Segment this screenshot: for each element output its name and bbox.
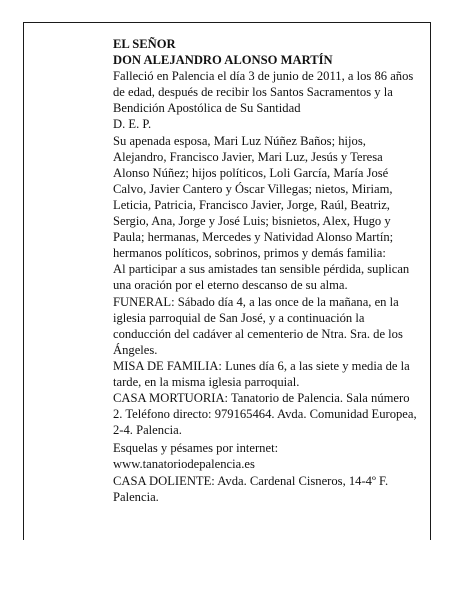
family-list: Su apenada esposa, Mari Luz Núñez Baños; hijos, Alejandro, Francisco Javier, Mari Luz, Jesús y Teresa Alonso Núñez; hijos políticos, Loli García, María José Calvo, Javier Cantero y Óscar Villegas; nietos, Miriam, Leticia, Patricia, Francisco Javier, Jorge, Raúl, Beatriz, Sergio, Ana, Jorge y José Luis; bisnietos, Alex, Hugo y Paula; hermanas, Mercedes y Natividad Alonso Martín; hermanos políticos, sobrinos, primos y demás familia:	[113, 133, 394, 261]
internet-url: www.tanatoriodepalencia.es	[113, 457, 255, 472]
grieving-house-info: CASA DOLIENTE: Avda. Cardenal Cisneros, 14-4º F. Palencia.	[113, 473, 389, 504]
prayer-request: Al participar a sus amistades tan sensible pérdida, suplican una oración por el eterno descanso de su alma.	[113, 262, 410, 293]
family-mass-info: MISA DE FAMILIA: Lunes día 6, a las siete y media de la tarde, en la misma iglesia parroquial.	[113, 358, 410, 389]
death-statement: Falleció en Palencia el día 3 de junio de 2011, a los 86 años de edad, después de recibir los Santos Sacramentos y la Bendición Apostólica de Su Santidad	[113, 69, 414, 116]
rip-line: D. E. P.	[113, 117, 152, 132]
funeral-info: FUNERAL: Sábado día 4, a las once de la mañana, en la iglesia parroquial de San José, y a continuación la conducción del cadáver al cementerio de Ntra. Sra. de los Ángeles.	[113, 294, 403, 357]
deceased-name: DON ALEJANDRO ALONSO MARTÍN	[113, 53, 333, 68]
internet-label: Esquelas y pésames por internet:	[113, 441, 279, 456]
mortuary-info: CASA MORTUORIA: Tanatorio de Palencia. Sala número 2. Teléfono directo: 979165464. Avda. Comunidad Europea, 2-4. Palencia.	[113, 391, 417, 438]
obituary-text	[113, 36, 419, 505]
notice-title: EL SEÑOR	[113, 37, 176, 51]
